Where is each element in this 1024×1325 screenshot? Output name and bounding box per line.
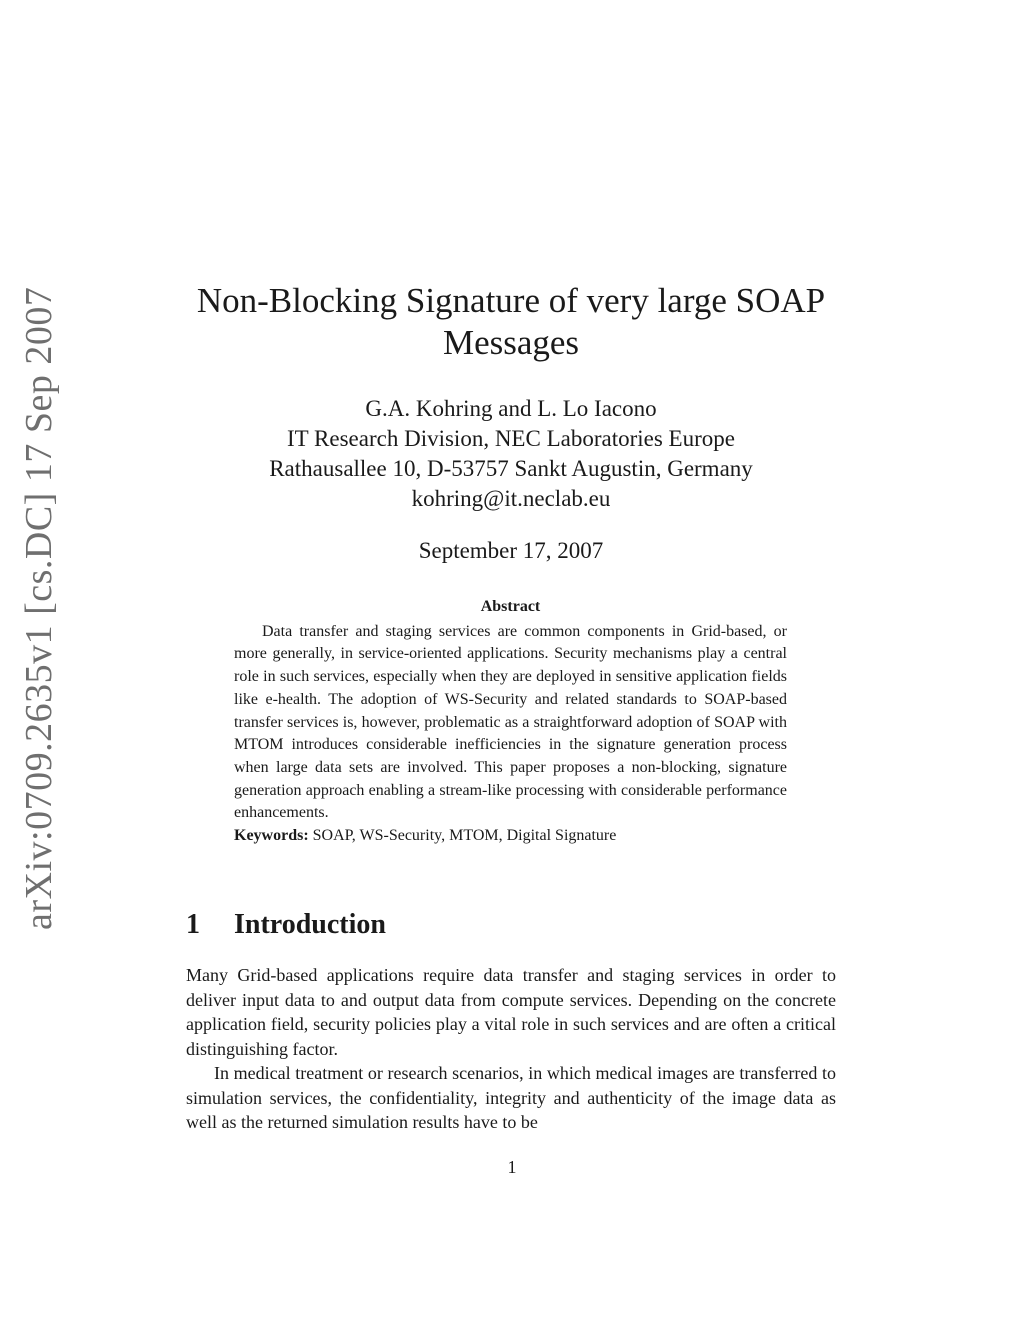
paragraph: In medical treatment or research scenarios, in which medical images are transferred to simulation services, the confidentiality, integrity and authenticity of the image data as well as the returned simulation results have to be: [186, 1063, 836, 1132]
keywords-line: [234, 825, 787, 848]
paper-date: September 17, 2007: [418, 538, 604, 563]
section-number: 1: [186, 909, 200, 940]
author-affiliation: IT Research Division, NEC Laboratories Europe: [287, 426, 735, 451]
abstract-heading: Abstract: [480, 598, 541, 615]
keywords-list: SOAP, WS-Security, MTOM, Digital Signature: [312, 827, 617, 845]
paper-title: Non-Blocking Signature of very large SOAP Messages: [196, 281, 826, 362]
keywords-label: Keywords:: [234, 827, 309, 845]
section-title: Introduction: [234, 909, 386, 940]
page-number: 1: [507, 1157, 517, 1177]
author-address: Rathausallee 10, D-53757 Sankt Augustin, Germany: [269, 456, 753, 481]
paragraph: Many Grid-based applications require data transfer and staging services in order to deliver input data to and output data from compute services. Depending on the concrete application field, security policies play a vital role in such services and are often a critical distinguishing factor.: [186, 965, 836, 1059]
introduction-section: [186, 905, 836, 1135]
author-names: G.A. Kohring and L. Lo Iacono: [365, 396, 657, 421]
author-block: [186, 394, 836, 514]
abstract-body: Data transfer and staging services are common components in Grid-based, or more generally, in service-oriented applications. Security mechanisms play a central role in such services, especially when they are deployed in sensitive application fields like e-health. The adoption of WS-Security and related standards to SOAP-based transfer services is, however, problematic as a straightforward adoption of SOAP with MTOM introduces considerable inefficiencies in the signature generation process when large data sets are involved. This paper proposes a non-blocking, signature generation approach enabling a stream-like processing with considerable performance enhancements.: [234, 622, 787, 822]
arxiv-identifier-stamp: arXiv:0709.2635v1 [cs.DC] 17 Sep 2007: [18, 286, 60, 930]
author-email: kohring@it.neclab.eu: [411, 486, 611, 511]
title-block: [186, 280, 836, 566]
section-heading: [186, 905, 836, 945]
abstract-section: [234, 596, 787, 848]
